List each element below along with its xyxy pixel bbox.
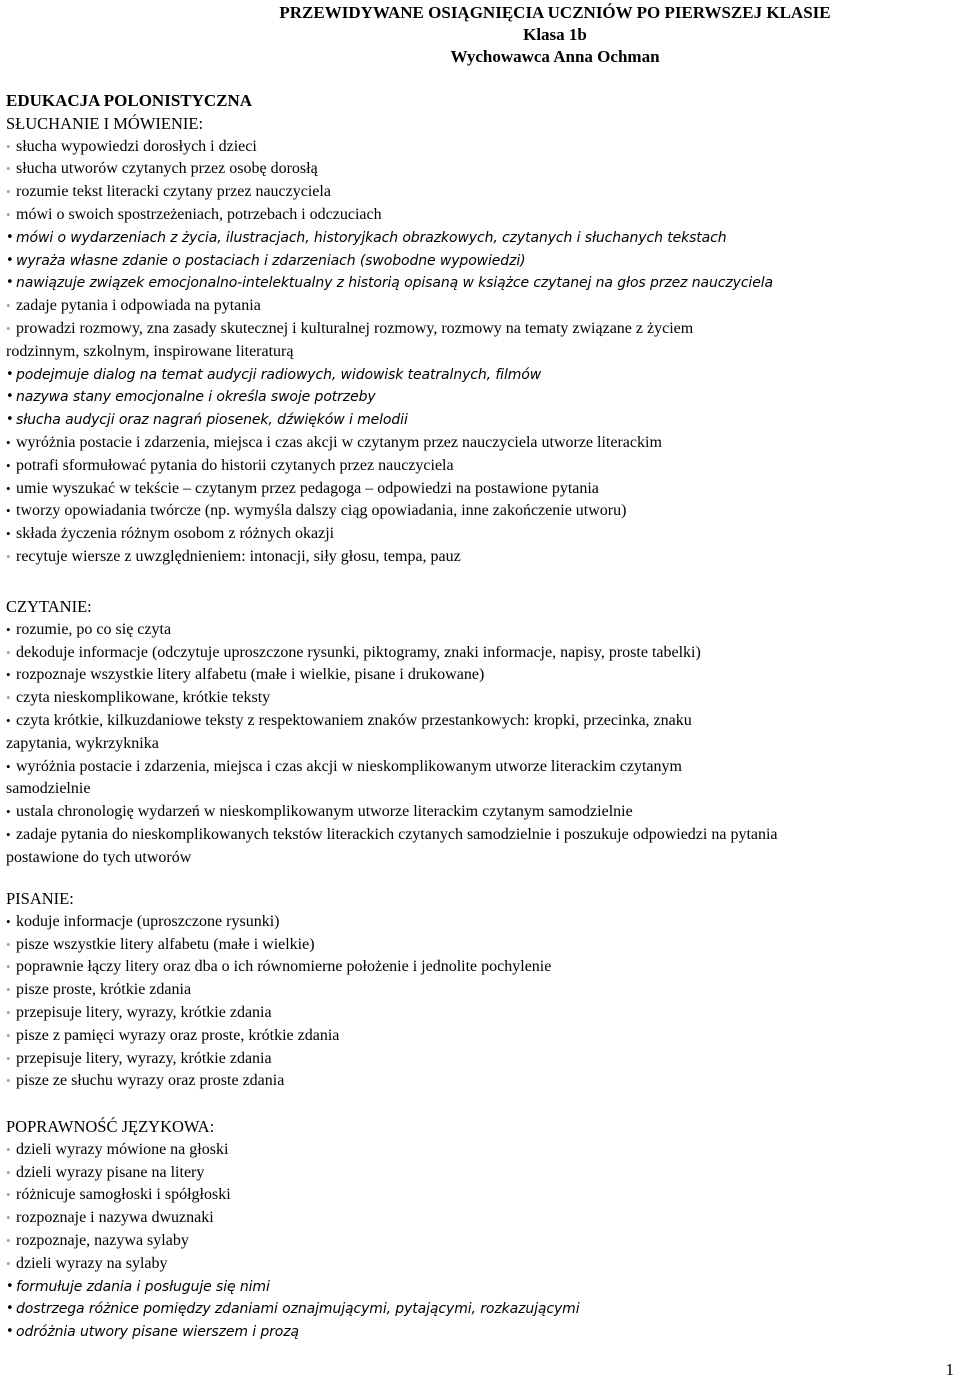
list-item: • przepisuje litery, wyrazy, krótkie zdania [6,1002,952,1025]
list-item: • rozumie, po co się czyta [6,619,952,642]
list-item: • dekoduje informacje (odczytuje uproszczone rysunki, piktogramy, znaki informacje, napisy, proste tabelki) [6,642,952,665]
list-item: • pisze z pamięci wyrazy oraz proste, krótkie zdania [6,1025,952,1048]
list-item: • słucha wypowiedzi dorosłych i dzieci [6,136,952,159]
list-item: • nazywa stany emocjonalne i określa swoje potrzeby [6,386,952,409]
list-item: • umie wyszukać w tekście – czytanym przez pedagoga – odpowiedzi na postawione pytania [6,478,952,501]
section-reading [6,596,952,870]
list-item: • zadaje pytania do nieskomplikowanych tekstów literackich czytanych samodzielnie i poszukuje odpowiedzi na pytania [6,824,952,847]
list-item: • składa życzenia różnym osobom z różnych okazji [6,523,952,546]
list-item: • mówi o wydarzeniach z życia, ilustracjach, historyjkach obrazkowych, czytanych i słuchanych tekstach [6,227,952,250]
list-item: • wyróżnia postacie i zdarzenia, miejsca i czas akcji w czytanym przez nauczyciela utworze literackim [6,432,952,455]
main-heading: EDUKACJA POLONISTYCZNA [6,91,253,110]
list-item: • recytuje wiersze z uwzględnieniem: intonacji, siły głosu, tempa, pauz [6,546,952,569]
section-grammar [6,1116,952,1344]
list-item: • pisze wszystkie litery alfabetu (małe i wielkie) [6,934,952,957]
list-item: • tworzy opowiadania twórcze (np. wymyśla dalszy ciąg opowiadania, inne zakończenie utworu) [6,500,952,523]
list-item: • dzieli wyrazy na sylaby [6,1253,952,1276]
list-item: • dzieli wyrazy pisane na litery [6,1162,952,1185]
list-item: • poprawnie łączy litery oraz dba o ich równomierne położenie i jednolite pochylenie [6,956,952,979]
list-item: • wyraża własne zdanie o postaciach i zdarzeniach (swobodne wypowiedzi) [6,250,952,273]
section-title-grammar: POPRAWNOŚĆ JĘZYKOWA: [6,1117,215,1136]
list-item-continuation: zapytania, wykrzyknika [6,734,159,752]
list-item: • czyta krótkie, kilkuzdaniowe teksty z respektowaniem znaków przestankowych: kropki, przecinka, znaku [6,710,952,733]
list-item: • mówi o swoich spostrzeżeniach, potrzebach i odczuciach [6,204,952,227]
list-item: • dzieli wyrazy mówione na głoski [6,1139,952,1162]
list-item: • koduje informacje (uproszczone rysunki) [6,911,952,934]
list-item: • formułuje zdania i posługuje się nimi [6,1276,952,1299]
list-item: • przepisuje litery, wyrazy, krótkie zdania [6,1048,952,1071]
section-listening [6,90,952,569]
list-item: • słucha utworów czytanych przez osobę dorosłą [6,158,952,181]
list-item: • pisze ze słuchu wyrazy oraz proste zdania [6,1070,952,1093]
class-label: Klasa 1b [523,25,587,44]
list-item: • prowadzi rozmowy, zna zasady skutecznej i kulturalnej rozmowy, rozmowy na tematy związane z życiem [6,318,952,341]
section-writing [6,888,952,1093]
section-title-listening: SŁUCHANIE I MÓWIENIE: [6,113,204,133]
list-item-continuation: postawione do tych utworów [6,848,192,866]
list-item: • nawiązuje związek emocjonalno-intelektualny z historią opisaną w książce czytanej na głos przez nauczyciela [6,272,952,295]
list-item-continuation: rodzinnym, szkolnym, inspirowane literaturą [6,342,294,360]
list-item: • potrafi sformułować pytania do historii czytanych przez nauczyciela [6,455,952,478]
section-title-writing: PISANIE: [6,889,74,908]
list-item: • rozpoznaje, nazywa sylaby [6,1230,952,1253]
list-item: • rozpoznaje wszystkie litery alfabetu (małe i wielkie, pisane i drukowane) [6,664,952,687]
page-number: 1 [945,1360,954,1379]
section-title-reading: CZYTANIE: [6,597,92,616]
list-item: • dostrzega różnice pomiędzy zdaniami oznajmującymi, pytającymi, rozkazującymi [6,1298,952,1321]
document-header [0,2,960,68]
list-item: • słucha audycji oraz nagrań piosenek, dźwięków i melodii [6,409,952,432]
list-item: • rozumie tekst literacki czytany przez nauczyciela [6,181,952,204]
list-item: • wyróżnia postacie i zdarzenia, miejsca i czas akcji w nieskomplikowanym utworze literackim czytanym [6,756,952,779]
document-title: PRZEWIDYWANE OSIĄGNIĘCIA UCZNIÓW PO PIERWSZEJ KLASIE [279,3,831,22]
list-item: • pisze proste, krótkie zdania [6,979,952,1002]
list-item: • rozpoznaje i nazywa dwuznaki [6,1207,952,1230]
list-item: • odróżnia utwory pisane wierszem i prozą [6,1321,952,1344]
list-item: • podejmuje dialog na temat audycji radiowych, widowisk teatralnych, filmów [6,364,952,387]
list-item: • ustala chronologię wydarzeń w nieskomplikowanym utworze literackim czytanym samodzielnie [6,801,952,824]
list-item: • czyta nieskomplikowane, krótkie teksty [6,687,952,710]
list-item: • różnicuje samogłoski i spółgłoski [6,1184,952,1207]
teacher-label: Wychowawca Anna Ochman [450,47,660,66]
list-item-continuation: samodzielnie [6,780,91,798]
list-item: • zadaje pytania i odpowiada na pytania [6,295,952,318]
